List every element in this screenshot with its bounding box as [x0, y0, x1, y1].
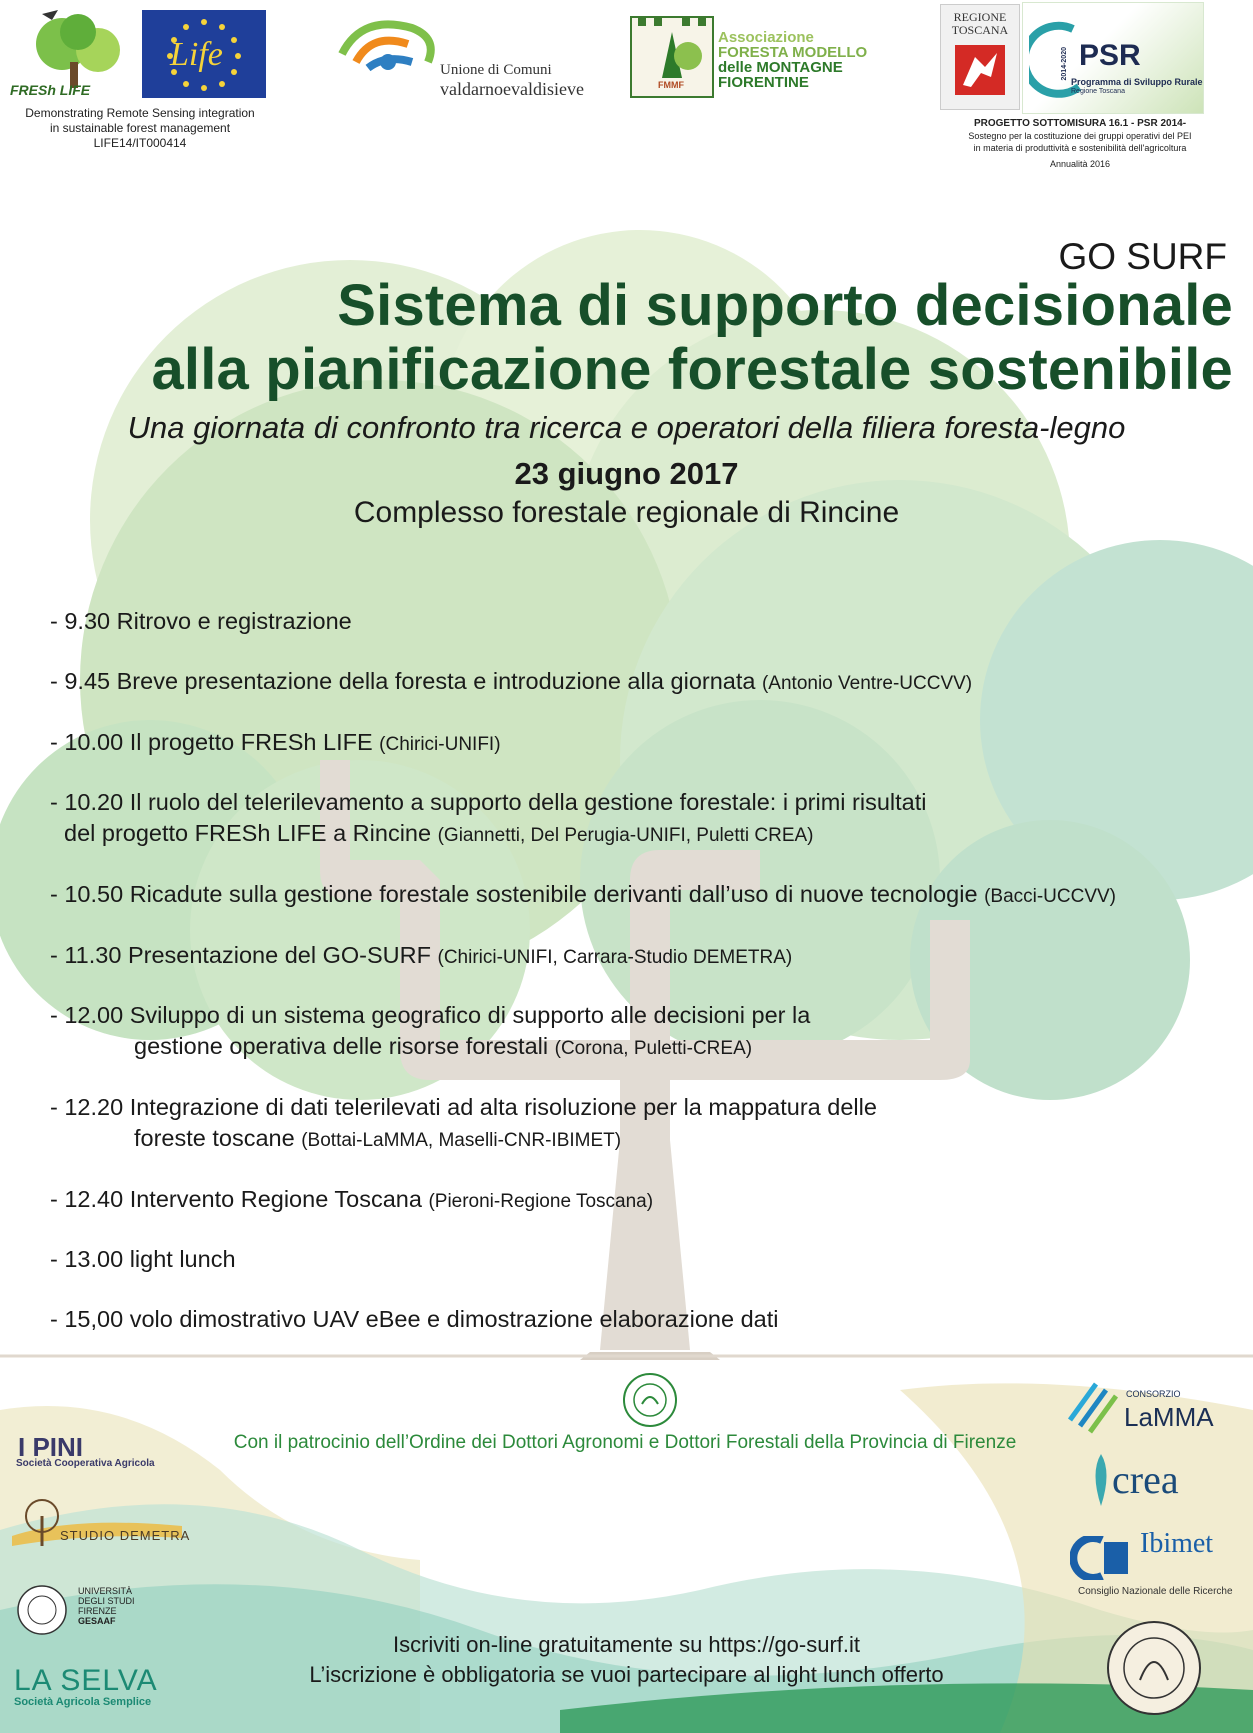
fresh-caption-line: LIFE14/IT000414: [93, 136, 187, 150]
programme-item: [50, 787, 927, 851]
programme-item: [50, 606, 352, 637]
item-text: - 9.45 Breve presentazione della foresta e introduzione alla giornata: [50, 668, 756, 694]
ordine-agronomi-seal-icon: [622, 1372, 678, 1428]
item-speaker: (Pieroni-Regione Toscana): [428, 1191, 654, 1212]
event-subtitle: Una giornata di confronto tra ricerca e operatori della filiera foresta-legno: [127, 410, 1126, 445]
assoc-line: delle MONTAGNE: [718, 59, 843, 76]
life-wordmark: Life: [170, 36, 223, 73]
progetto-line: Annualità 2016: [1049, 159, 1111, 169]
unifi-logo-text: [78, 1586, 135, 1626]
item-text: - 12.20 Integrazione di dati telerilevati ad alta risoluzione per la mappatura delle: [50, 1094, 877, 1120]
item-text: - 12.00 Sviluppo di un sistema geografico di supporto alle decisioni per la: [50, 1002, 811, 1028]
psr-sub: Programma di Sviluppo Rurale: [1071, 77, 1203, 87]
event-title-line2: alla pianificazione forestale sostenibile: [151, 337, 1233, 402]
la-selva-logo: LA SELVA: [14, 1664, 158, 1697]
lamma-logo: LaMMA: [1124, 1402, 1214, 1432]
assoc-line: Associazione: [718, 29, 814, 46]
lamma-consorzio: CONSORZIO: [1126, 1389, 1181, 1399]
unione-line2: valdarnoevaldisieve: [440, 79, 584, 99]
unifi-line: UNIVERSITÀ: [78, 1586, 133, 1596]
progetto-caption: [955, 118, 1205, 170]
fmmf-tower-logo: [630, 16, 714, 98]
regione-line: REGIONE: [953, 10, 1007, 24]
progetto-line: in materia di produttività e sostenibilità dell'agricoltura: [973, 143, 1187, 153]
item-text-cont: gestione operativa delle risorse forestali: [134, 1033, 549, 1059]
item-text: - 15,00 volo dimostrativo UAV eBee e dimostrazione elaborazione dati: [50, 1306, 779, 1332]
programme-item: [50, 666, 972, 699]
unione-line1: Unione di Comuni: [440, 62, 552, 78]
studio-demetra-tree-icon: [12, 1496, 182, 1556]
regione-toscana-logo: [940, 4, 1020, 110]
unifi-line: GESAAF: [78, 1616, 116, 1626]
event-date: 23 giugno 2017: [514, 456, 739, 491]
item-speaker: (Chirici-UNIFI, Carrara-Studio DEMETRA): [437, 947, 793, 968]
unione-comuni-name: [440, 62, 584, 100]
item-text-cont: foreste toscane: [134, 1125, 295, 1151]
eu-life-logo: [142, 10, 266, 98]
ipini-logo: I PINI: [18, 1432, 84, 1462]
progetto-line: PROGETTO SOTTOMISURA 16.1 - PSR 2014-: [973, 118, 1187, 129]
regione-line: TOSCANA: [951, 23, 1009, 37]
item-text-cont: del progetto FRESh LIFE a Rincine: [64, 820, 432, 846]
lamma-stripes-icon: [1066, 1380, 1122, 1434]
event-title: [151, 274, 1233, 402]
fresh-life-wordmark: FRESh LIFE: [10, 82, 91, 98]
event-tag: GO SURF: [1058, 236, 1227, 277]
programme-item: [50, 727, 501, 760]
registration-line1: Iscriviti on-line gratuitamente su https://go-surf.it: [392, 1632, 861, 1657]
programme-item: [50, 1092, 877, 1156]
ibimet-logo: Ibimet: [1140, 1528, 1214, 1559]
item-text: - 12.40 Intervento Regione Toscana: [50, 1186, 422, 1212]
item-text: - 13.00 light lunch: [50, 1246, 236, 1272]
fmmf-badge: FMMF: [658, 80, 684, 90]
item-speaker: (Bottai-LaMMA, Maselli-CNR-IBIMET): [301, 1130, 622, 1151]
ipini-subtitle: Società Cooperativa Agricola: [16, 1458, 155, 1469]
registration-line2: L’iscrizione è obbligatoria se vuoi partecipare al light lunch offerto: [309, 1662, 944, 1687]
item-speaker: (Corona, Puletti-CREA): [554, 1038, 753, 1059]
registration-info: [0, 1630, 1253, 1690]
fresh-caption-line: in sustainable forest management: [49, 121, 231, 135]
patrocinio-text: Con il patrocinio dell’Ordine dei Dottori Agronomi e Dottori Forestali della Provincia di Firenze: [233, 1432, 1017, 1453]
item-speaker: (Chirici-UNIFI): [379, 734, 501, 755]
psr-years: 2014-2020: [1061, 47, 1068, 81]
item-text: - 10.00 Il progetto FRESh LIFE: [50, 729, 373, 755]
psr-sub2: Regione Toscana: [1071, 88, 1125, 95]
item-text: - 11.30 Presentazione del GO-SURF: [50, 942, 431, 968]
unifi-line: FIRENZE: [78, 1606, 117, 1616]
programme-item: [50, 1304, 778, 1335]
progetto-line: Sostegno per la costituzione dei gruppi operativi del PEI: [968, 131, 1192, 141]
crea-logo: crea: [1112, 1457, 1179, 1502]
programme-item: [50, 1244, 236, 1275]
item-text: - 10.50 Ricadute sulla gestione forestale sostenibile derivanti dall’uso di nuove tecnologie: [50, 881, 978, 907]
fresh-caption: [10, 106, 270, 151]
fresh-caption-line: Demonstrating Remote Sensing integration: [25, 106, 255, 120]
psr-logo: [1022, 2, 1204, 114]
event-title-line1: Sistema di supporto decisionale: [337, 273, 1233, 338]
programme-item: [50, 940, 792, 973]
item-speaker: (Antonio Ventre-UCCVV): [761, 673, 973, 694]
unione-swirl-logo: [332, 14, 442, 94]
programme-item: [50, 1184, 653, 1217]
cnr-subtitle: Consiglio Nazionale delle Ricerche: [1078, 1586, 1233, 1597]
event-place: Complesso forestale regionale di Rincine: [353, 496, 900, 529]
assoc-line: FIORENTINE: [718, 74, 809, 91]
pegasus-icon: [941, 37, 1019, 107]
cnr-logo-icon: [1070, 1536, 1134, 1580]
assoc-line: FORESTA MODELLO: [718, 44, 868, 61]
studio-demetra-name: STUDIO DEMETRA: [60, 1528, 191, 1543]
crea-leaf-icon: [1088, 1452, 1114, 1508]
programme-item: [50, 879, 1116, 912]
psr-title: PSR: [1079, 39, 1141, 72]
unifi-seal-icon: [16, 1584, 68, 1636]
associazione-name: [718, 30, 867, 90]
item-speaker: (Giannetti, Del Perugia-UNIFI, Puletti CREA): [437, 825, 814, 846]
unifi-line: DEGLI STUDI: [78, 1596, 135, 1606]
item-speaker: (Bacci-UCCVV): [984, 886, 1117, 907]
item-text: - 10.20 Il ruolo del telerilevamento a supporto della gestione forestale: i primi risultati: [50, 789, 927, 815]
programme-item: [50, 1000, 810, 1064]
item-text: - 9.30 Ritrovo e registrazione: [50, 608, 352, 634]
la-selva-subtitle: Società Agricola Semplice: [14, 1696, 152, 1708]
